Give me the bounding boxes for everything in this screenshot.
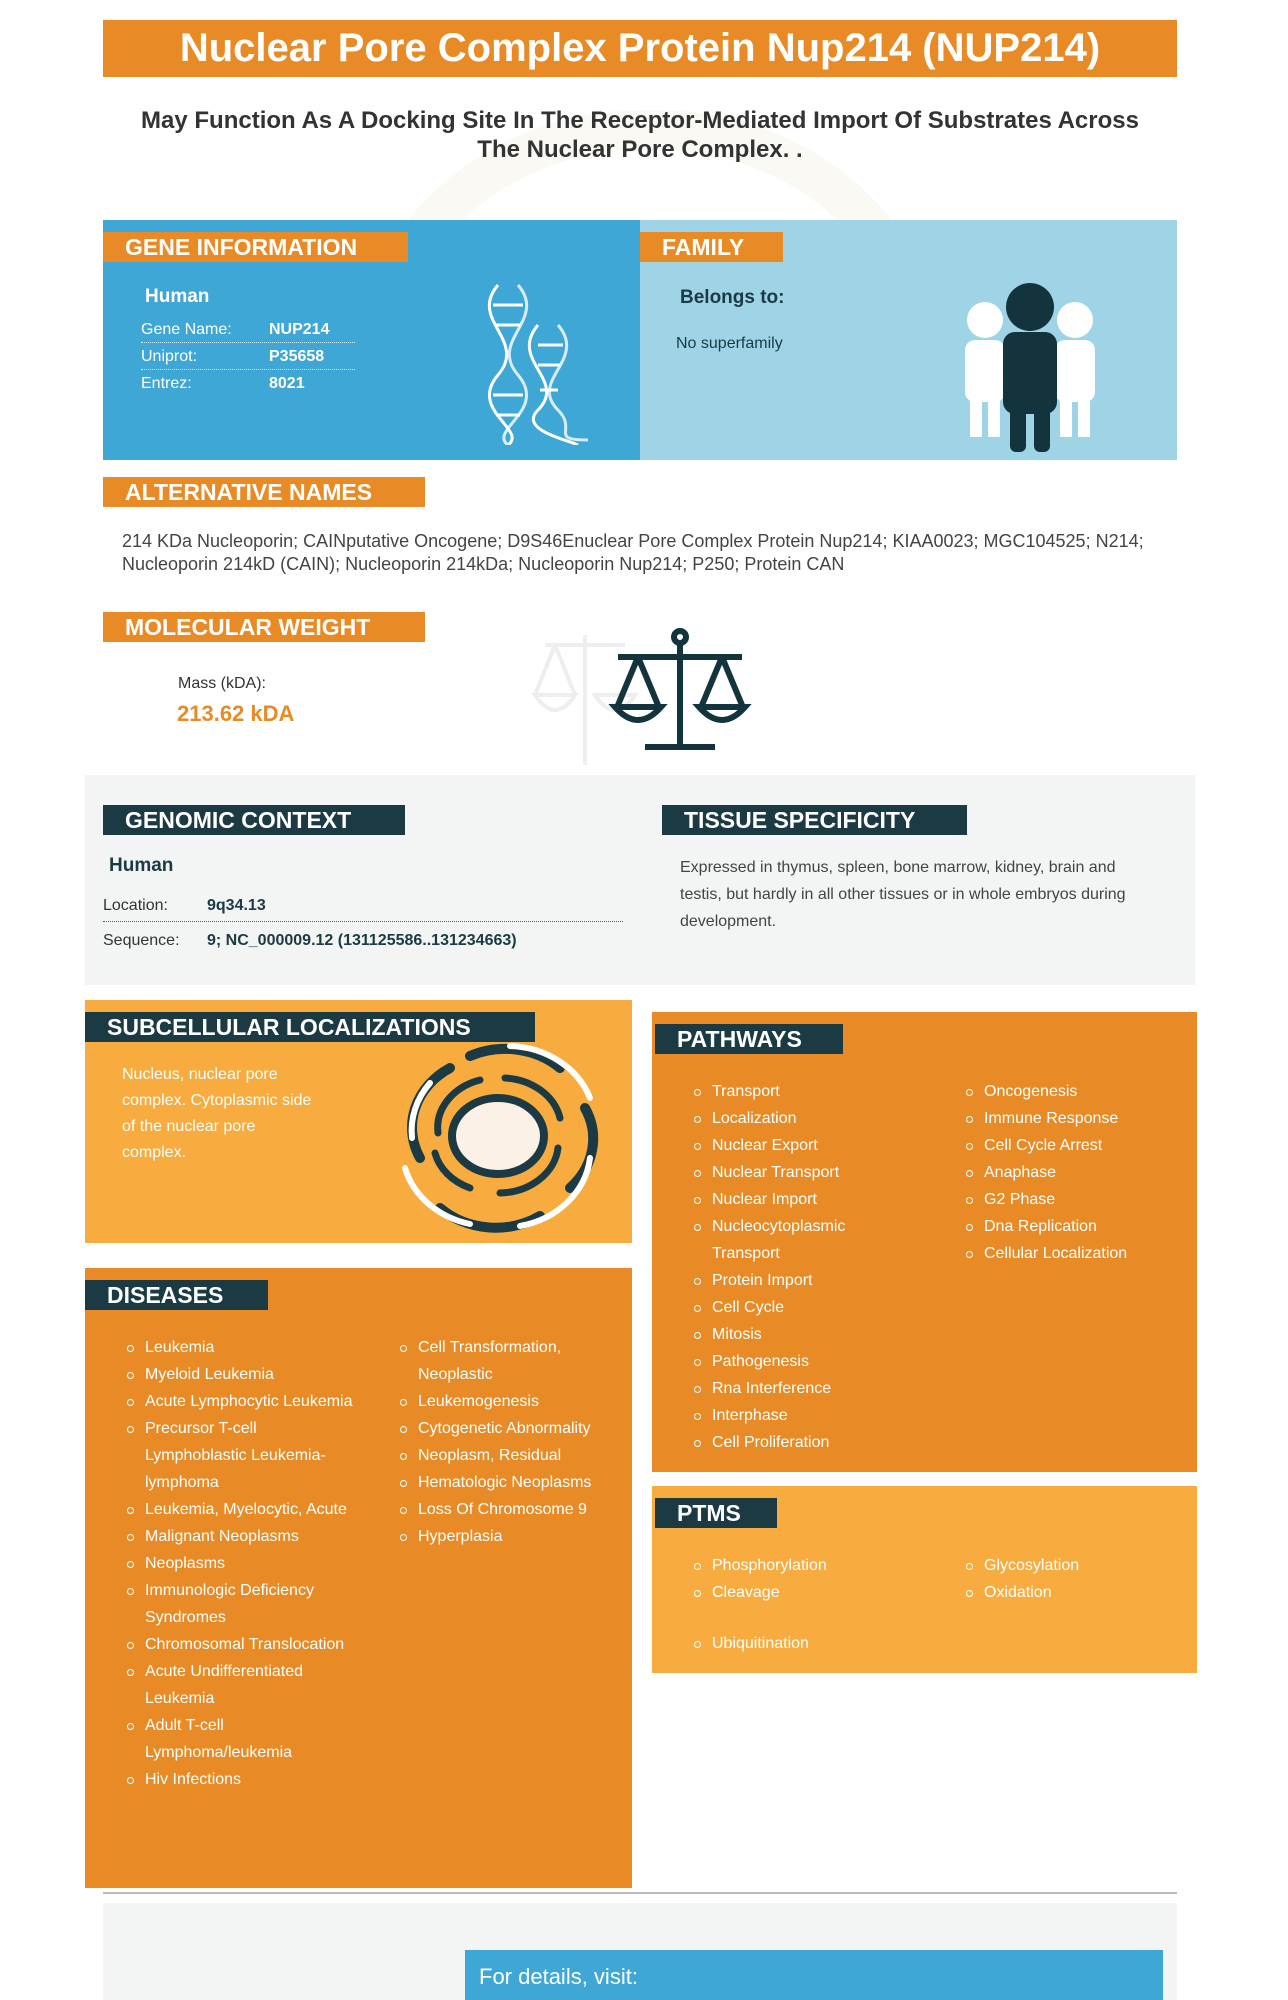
subcellular-heading: SUBCELLULAR LOCALIZATIONS bbox=[85, 1012, 535, 1042]
pathway-item: Anaphase bbox=[964, 1159, 1189, 1186]
ptm-item: Phosphorylation bbox=[692, 1552, 912, 1579]
subcellular-panel bbox=[85, 1000, 632, 1243]
disease-item: Hiv Infections bbox=[125, 1766, 360, 1793]
genomic-organism: Human bbox=[109, 855, 174, 876]
uniprot-key: Uniprot: bbox=[141, 348, 198, 365]
disease-item: Precursor T-cell Lymphoblastic Leukemia-lymphoma bbox=[125, 1415, 360, 1496]
pathway-item: Nuclear Export bbox=[692, 1132, 892, 1159]
alternative-names-heading: ALTERNATIVE NAMES bbox=[103, 477, 425, 507]
alternative-names-text: 214 KDa Nucleoporin; CAINputative Oncogene; D9S46Enuclear Pore Complex Protein Nup214; KIAA0023; MGC104525; N214; Nucleoporin 214kD (CAIN); Nucleoporin 214kDa; Nucleoporin Nup214; P250; Protein CAN bbox=[122, 531, 1144, 574]
disease-item: Neoplasms bbox=[125, 1550, 360, 1577]
uniprot-value[interactable]: P35658 bbox=[269, 348, 325, 365]
disease-item: Acute Undifferentiated Leukemia bbox=[125, 1658, 360, 1712]
pathway-item: Cell Proliferation bbox=[692, 1429, 892, 1456]
disease-item: Malignant Neoplasms bbox=[125, 1523, 360, 1550]
genomic-context-heading: GENOMIC CONTEXT bbox=[103, 805, 405, 835]
pathways-list-col1 bbox=[692, 1078, 892, 1456]
location-label: Location: bbox=[103, 897, 168, 914]
scale-icon bbox=[530, 615, 770, 775]
diseases-heading: DISEASES bbox=[85, 1280, 268, 1310]
gene-name-value: NUP214 bbox=[269, 321, 330, 338]
family-value: No superfamily bbox=[676, 335, 783, 352]
tissue-specificity-heading: TISSUE SPECIFICITY bbox=[662, 805, 967, 835]
pathway-item: Dna Replication bbox=[964, 1213, 1189, 1240]
ptm-item: Cleavage bbox=[692, 1579, 912, 1606]
genomic-sequence-row bbox=[103, 925, 643, 957]
disease-item: Cell Transformation, Neoplastic bbox=[398, 1334, 623, 1388]
pathway-item: Mitosis bbox=[692, 1321, 892, 1348]
pathway-item: Oncogenesis bbox=[964, 1078, 1189, 1105]
pathway-item: Interphase bbox=[692, 1402, 892, 1429]
dna-icon bbox=[458, 280, 608, 445]
disease-item: Acute Lymphocytic Leukemia bbox=[125, 1388, 360, 1415]
mass-value: 213.62 kDA bbox=[177, 701, 295, 726]
diseases-list-col2 bbox=[398, 1334, 623, 1550]
pathways-panel bbox=[652, 1012, 1197, 1472]
page-title: Nuclear Pore Complex Protein Nup214 (NUP214) bbox=[103, 20, 1177, 77]
pathways-heading: PATHWAYS bbox=[655, 1024, 843, 1054]
tissue-specificity-text: Expressed in thymus, spleen, bone marrow, kidney, brain and testis, but hardly in all other tissues or in whole embryos during development. bbox=[680, 859, 1126, 930]
disease-item: Myeloid Leukemia bbox=[125, 1361, 360, 1388]
family-panel bbox=[640, 220, 1177, 460]
family-belongs-label: Belongs to: bbox=[680, 287, 785, 308]
entrez-value[interactable]: 8021 bbox=[269, 375, 305, 392]
footer-divider bbox=[103, 1892, 1177, 1894]
cell-icon bbox=[390, 1038, 605, 1233]
disease-item: Leukemia bbox=[125, 1334, 360, 1361]
pathway-item: Cell Cycle bbox=[692, 1294, 892, 1321]
genomic-location-row bbox=[103, 890, 623, 922]
footer-details-box bbox=[465, 1950, 1163, 2000]
pathways-list-col2 bbox=[964, 1078, 1189, 1267]
pathway-item: Cellular Localization bbox=[964, 1240, 1189, 1267]
location-value: 9q34.13 bbox=[207, 897, 266, 914]
pathway-item: Nuclear Transport bbox=[692, 1159, 892, 1186]
disease-item: Leukemia, Myelocytic, Acute bbox=[125, 1496, 360, 1523]
pathway-item: Nucleocytoplasmic Transport bbox=[692, 1213, 892, 1267]
diseases-panel bbox=[85, 1268, 632, 1888]
ptm-item: Ubiquitination bbox=[692, 1630, 912, 1657]
ptm-item: Glycosylation bbox=[964, 1552, 1184, 1579]
disease-item: Neoplasm, Residual bbox=[398, 1442, 623, 1469]
diseases-list-col1 bbox=[125, 1334, 360, 1793]
disease-item: Hematologic Neoplasms bbox=[398, 1469, 623, 1496]
uniprot-row bbox=[141, 343, 355, 370]
entrez-key: Entrez: bbox=[141, 375, 192, 392]
disease-item: Chromosomal Translocation bbox=[125, 1631, 360, 1658]
ptm-item: Oxidation bbox=[964, 1579, 1184, 1606]
disease-item: Cytogenetic Abnormality bbox=[398, 1415, 623, 1442]
disease-item: Leukemogenesis bbox=[398, 1388, 623, 1415]
pathway-item: Cell Cycle Arrest bbox=[964, 1132, 1189, 1159]
gene-name-key: Gene Name: bbox=[141, 321, 232, 338]
disease-item: Immunologic Deficiency Syndromes bbox=[125, 1577, 360, 1631]
people-icon bbox=[955, 282, 1105, 452]
sequence-value: 9; NC_000009.12 (131125586..131234663) bbox=[207, 932, 517, 949]
ptms-heading: PTMS bbox=[655, 1498, 777, 1528]
ptms-panel bbox=[652, 1486, 1197, 1673]
pathway-item: G2 Phase bbox=[964, 1186, 1189, 1213]
ptms-list-extra bbox=[692, 1630, 912, 1657]
subcellular-text: Nucleus, nuclear pore complex. Cytoplasmic side of the nuclear pore complex. bbox=[122, 1066, 312, 1161]
sequence-label: Sequence: bbox=[103, 932, 180, 949]
pathway-item: Localization bbox=[692, 1105, 892, 1132]
page-subtitle: May Function As A Docking Site In The Receptor-Mediated Import Of Substrates Across The Nuclear Pore Complex. . bbox=[141, 107, 1139, 163]
ptms-list-col2 bbox=[964, 1552, 1184, 1606]
entrez-row bbox=[141, 370, 355, 397]
disease-item: Loss Of Chromosome 9 bbox=[398, 1496, 623, 1523]
ptms-list-col1 bbox=[692, 1552, 912, 1606]
pathway-item: Immune Response bbox=[964, 1105, 1189, 1132]
disease-item: Adult T-cell Lymphoma/leukemia bbox=[125, 1712, 360, 1766]
gene-organism: Human bbox=[145, 286, 210, 307]
pathway-item: Protein Import bbox=[692, 1267, 892, 1294]
disease-item: Hyperplasia bbox=[398, 1523, 623, 1550]
pathway-item: Nuclear Import bbox=[692, 1186, 892, 1213]
pathway-item: Pathogenesis bbox=[692, 1348, 892, 1375]
gene-information-panel bbox=[103, 220, 640, 460]
family-heading: FAMILY bbox=[640, 232, 783, 262]
molecular-weight-heading: MOLECULAR WEIGHT bbox=[103, 612, 425, 642]
gene-name-row bbox=[141, 316, 355, 343]
footer-details-text: For details, visit: bbox=[479, 1964, 638, 1989]
mass-label: Mass (kDA): bbox=[178, 675, 266, 692]
pathway-item: Rna Interference bbox=[692, 1375, 892, 1402]
pathway-item: Transport bbox=[692, 1078, 892, 1105]
gene-information-heading: GENE INFORMATION bbox=[103, 232, 408, 262]
